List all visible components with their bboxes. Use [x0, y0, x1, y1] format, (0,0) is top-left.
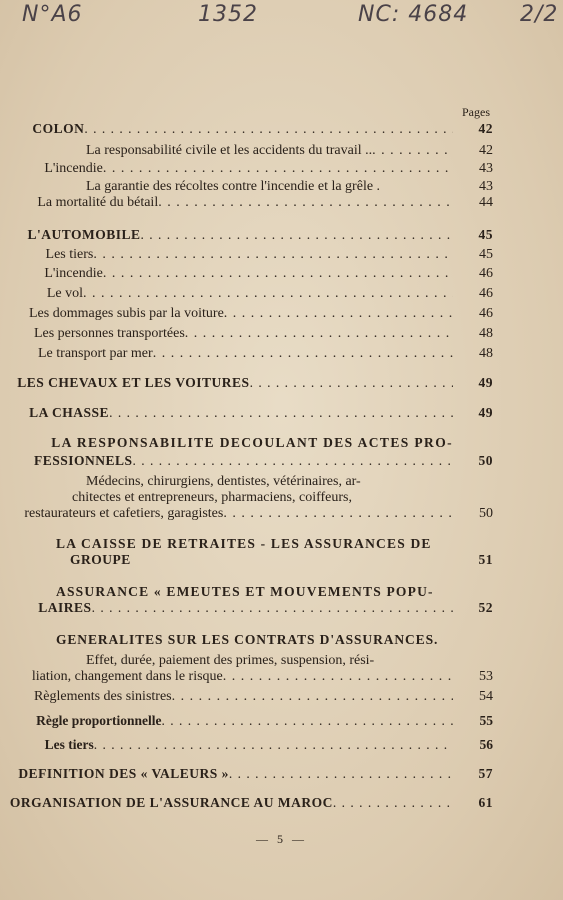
toc-entry: LA CHASSE . . . 49	[0, 404, 563, 421]
toc-entry: Règlements des sinistres . . . 54	[0, 688, 563, 705]
toc-entry: restaurateurs et cafetiers, garagistes . . . 50	[0, 505, 563, 522]
toc-entry: Effet, durée, paiement des primes, suspension, rési-	[86, 653, 375, 668]
toc-entry: COLON . . . 42	[0, 120, 563, 137]
toc-entry: L'incendie . . . 43	[0, 160, 563, 177]
toc-entry: Les dommages subis par la voiture . . . 46	[0, 305, 563, 322]
toc-entry: Le transport par mer . . . 48	[0, 345, 563, 362]
toc-entry: La responsabilité civile et les accidents du travail .. . . . 42	[0, 142, 563, 159]
toc-entry: DEFINITION DES « VALEURS » . . . 57	[0, 765, 563, 782]
toc-entry: GROUPE 51	[70, 552, 493, 567]
handwritten-note: N°A6	[22, 2, 83, 27]
toc-entry: Le vol . . . 46	[0, 285, 563, 302]
toc-entry: L'AUTOMOBILE . . . 45	[0, 226, 563, 243]
toc-entry: ORGANISATION DE L'ASSURANCE AU MAROC . . . 61	[0, 794, 563, 811]
toc-entry: LA RESPONSABILITE DECOULANT DES ACTES PRO-	[51, 435, 453, 450]
toc-entry: Les tiers . . . 56	[0, 736, 563, 753]
toc-entry: FESSIONNELS . . . 50	[0, 452, 563, 469]
handwritten-year: 1352	[198, 2, 258, 27]
toc-entry: LA CAISSE DE RETRAITES - LES ASSURANCES DE	[56, 536, 432, 551]
toc-entry: La garantie des récoltes contre l'incendie et la grêle . 43	[86, 179, 493, 194]
handwritten-corner-mark: 2/2	[520, 2, 559, 27]
toc-entry: liation, changement dans le risque . . . 53	[0, 668, 563, 685]
toc-entry: ASSURANCE « EMEUTES ET MOUVEMENTS POPU-	[56, 584, 434, 599]
toc-entry: Les personnes transportées . . . 48	[0, 325, 563, 342]
toc-entry: La mortalité du bétail . . . 44	[0, 194, 563, 211]
pages-column-label: Pages	[462, 105, 490, 119]
toc-entry: L'incendie . . . 46	[0, 265, 563, 282]
page-number: — 5 —	[256, 832, 307, 846]
toc-entry: Médecins, chirurgiens, dentistes, vétérinaires, ar-	[86, 474, 361, 489]
toc-entry: chitectes et entrepreneurs, pharmaciens, coiffeurs,	[72, 490, 352, 505]
handwritten-reference: NC: 4684	[358, 2, 469, 27]
toc-entry: GENERALITES SUR LES CONTRATS D'ASSURANCES.	[56, 632, 439, 647]
toc-entry: LES CHEVAUX ET LES VOITURES . . . 49	[0, 374, 563, 391]
toc-entry: Règle proportionnelle . . . 55	[0, 712, 563, 729]
toc-entry: LAIRES . . . 52	[0, 599, 563, 616]
toc-entry: Les tiers . . . 45	[0, 246, 563, 263]
